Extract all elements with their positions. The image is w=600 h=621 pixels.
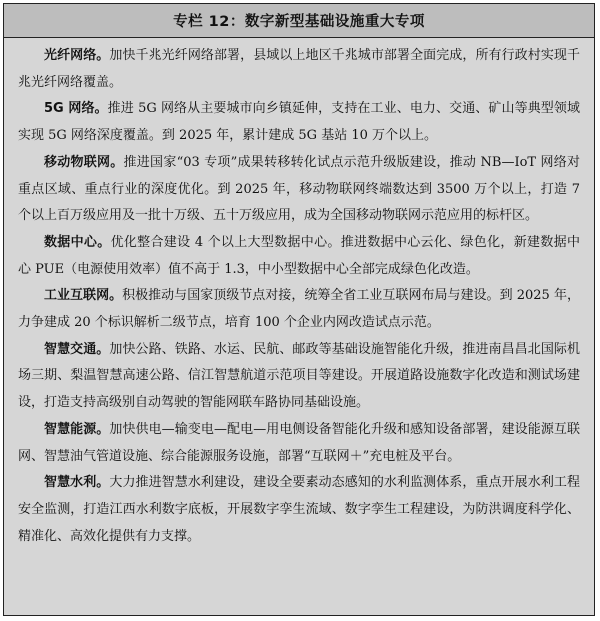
section-heading: 数据中心。 [44, 234, 111, 250]
section-heading: 5G 网络。 [44, 101, 108, 117]
section-body: 积极推动与国家顶级节点对接，统筹全省工业互联网布局与建设。到 2025 年，力争建成 20 个标识解析二级节点，培育 100 个企业内网改造试点示范。 [18, 288, 580, 331]
section-heading: 智慧能源。 [44, 421, 110, 437]
section-heading: 智慧交通。 [44, 341, 110, 357]
section-5g-network [18, 96, 580, 149]
section-heading: 移动物联网。 [44, 154, 124, 170]
box-title: 专栏 12：数字新型基础设施重大专项 [4, 4, 594, 38]
section-body: 推进 5G 网络从主要城市向乡镇延伸，支持在工业、电力、交通、矿山等典型领域实现 5G 网络深度覆盖。到 2025 年，累计建成 5G 基站 10 万个以上。 [18, 101, 580, 144]
section-mobile-iot [18, 150, 580, 230]
section-body: 加快千兆光纤网络部署，县域以上地区千兆城市部署全面完成，所有行政村实现千兆光纤网络覆盖。 [18, 48, 580, 90]
section-smart-transport [18, 337, 580, 417]
section-body: 优化整合建设 4 个以上大型数据中心。推进数据中心云化、绿色化，新建数据中心 PUE（电源使用效率）值不高于 1.3，中小型数据中心全部完成绿色化改造。 [18, 234, 580, 277]
section-data-center [18, 230, 580, 283]
section-body: 大力推进智慧水利建设，建设全要素动态感知的水利监测体系，重点开展水利工程安全监测，打造江西水利数字底板，开展数字孪生流域、数字孪生工程建设，为防洪调度科学化、精准化、高效化提供有力支撑。 [18, 475, 580, 544]
section-industrial-internet [18, 283, 580, 336]
section-smart-energy [18, 417, 580, 470]
section-body: 加快供电—输变电—配电—用电侧设备智能化升级和感知设备部署，建设能源互联网、智慧油气管道设施、综合能源服务设施，部署“互联网＋”充电桩及平台。 [18, 421, 580, 464]
section-heading: 光纤网络。 [44, 48, 110, 63]
section-body: 推进国家“03 专项”成果转移转化试点示范升级版建设，推动 NB—IoT 网络对重点区域、重点行业的深度优化。到 2025 年，移动物联网终端数达到 3500 万个以上，打造 7 个以上百万级应用及一批十万级、五十万级应用，成为全国移动物联网示范应用的标杆区。 [18, 154, 580, 224]
section-heading: 智慧水利。 [44, 475, 110, 491]
section-heading: 工业互联网。 [44, 288, 123, 304]
section-body: 加快公路、铁路、水运、民航、邮政等基础设施智能化升级，推进南昌昌北国际机场三期、梨温智慧高速公路、信江智慧航道示范项目等建设。开展道路设施数字化改造和测试场建设，打造支持高级别自动驾驶的智能网联车路协同基础设施。 [18, 341, 580, 411]
section-smart-water [18, 470, 580, 550]
feature-box [3, 3, 595, 616]
section-fiber-network [18, 43, 580, 96]
box-content [4, 38, 594, 616]
